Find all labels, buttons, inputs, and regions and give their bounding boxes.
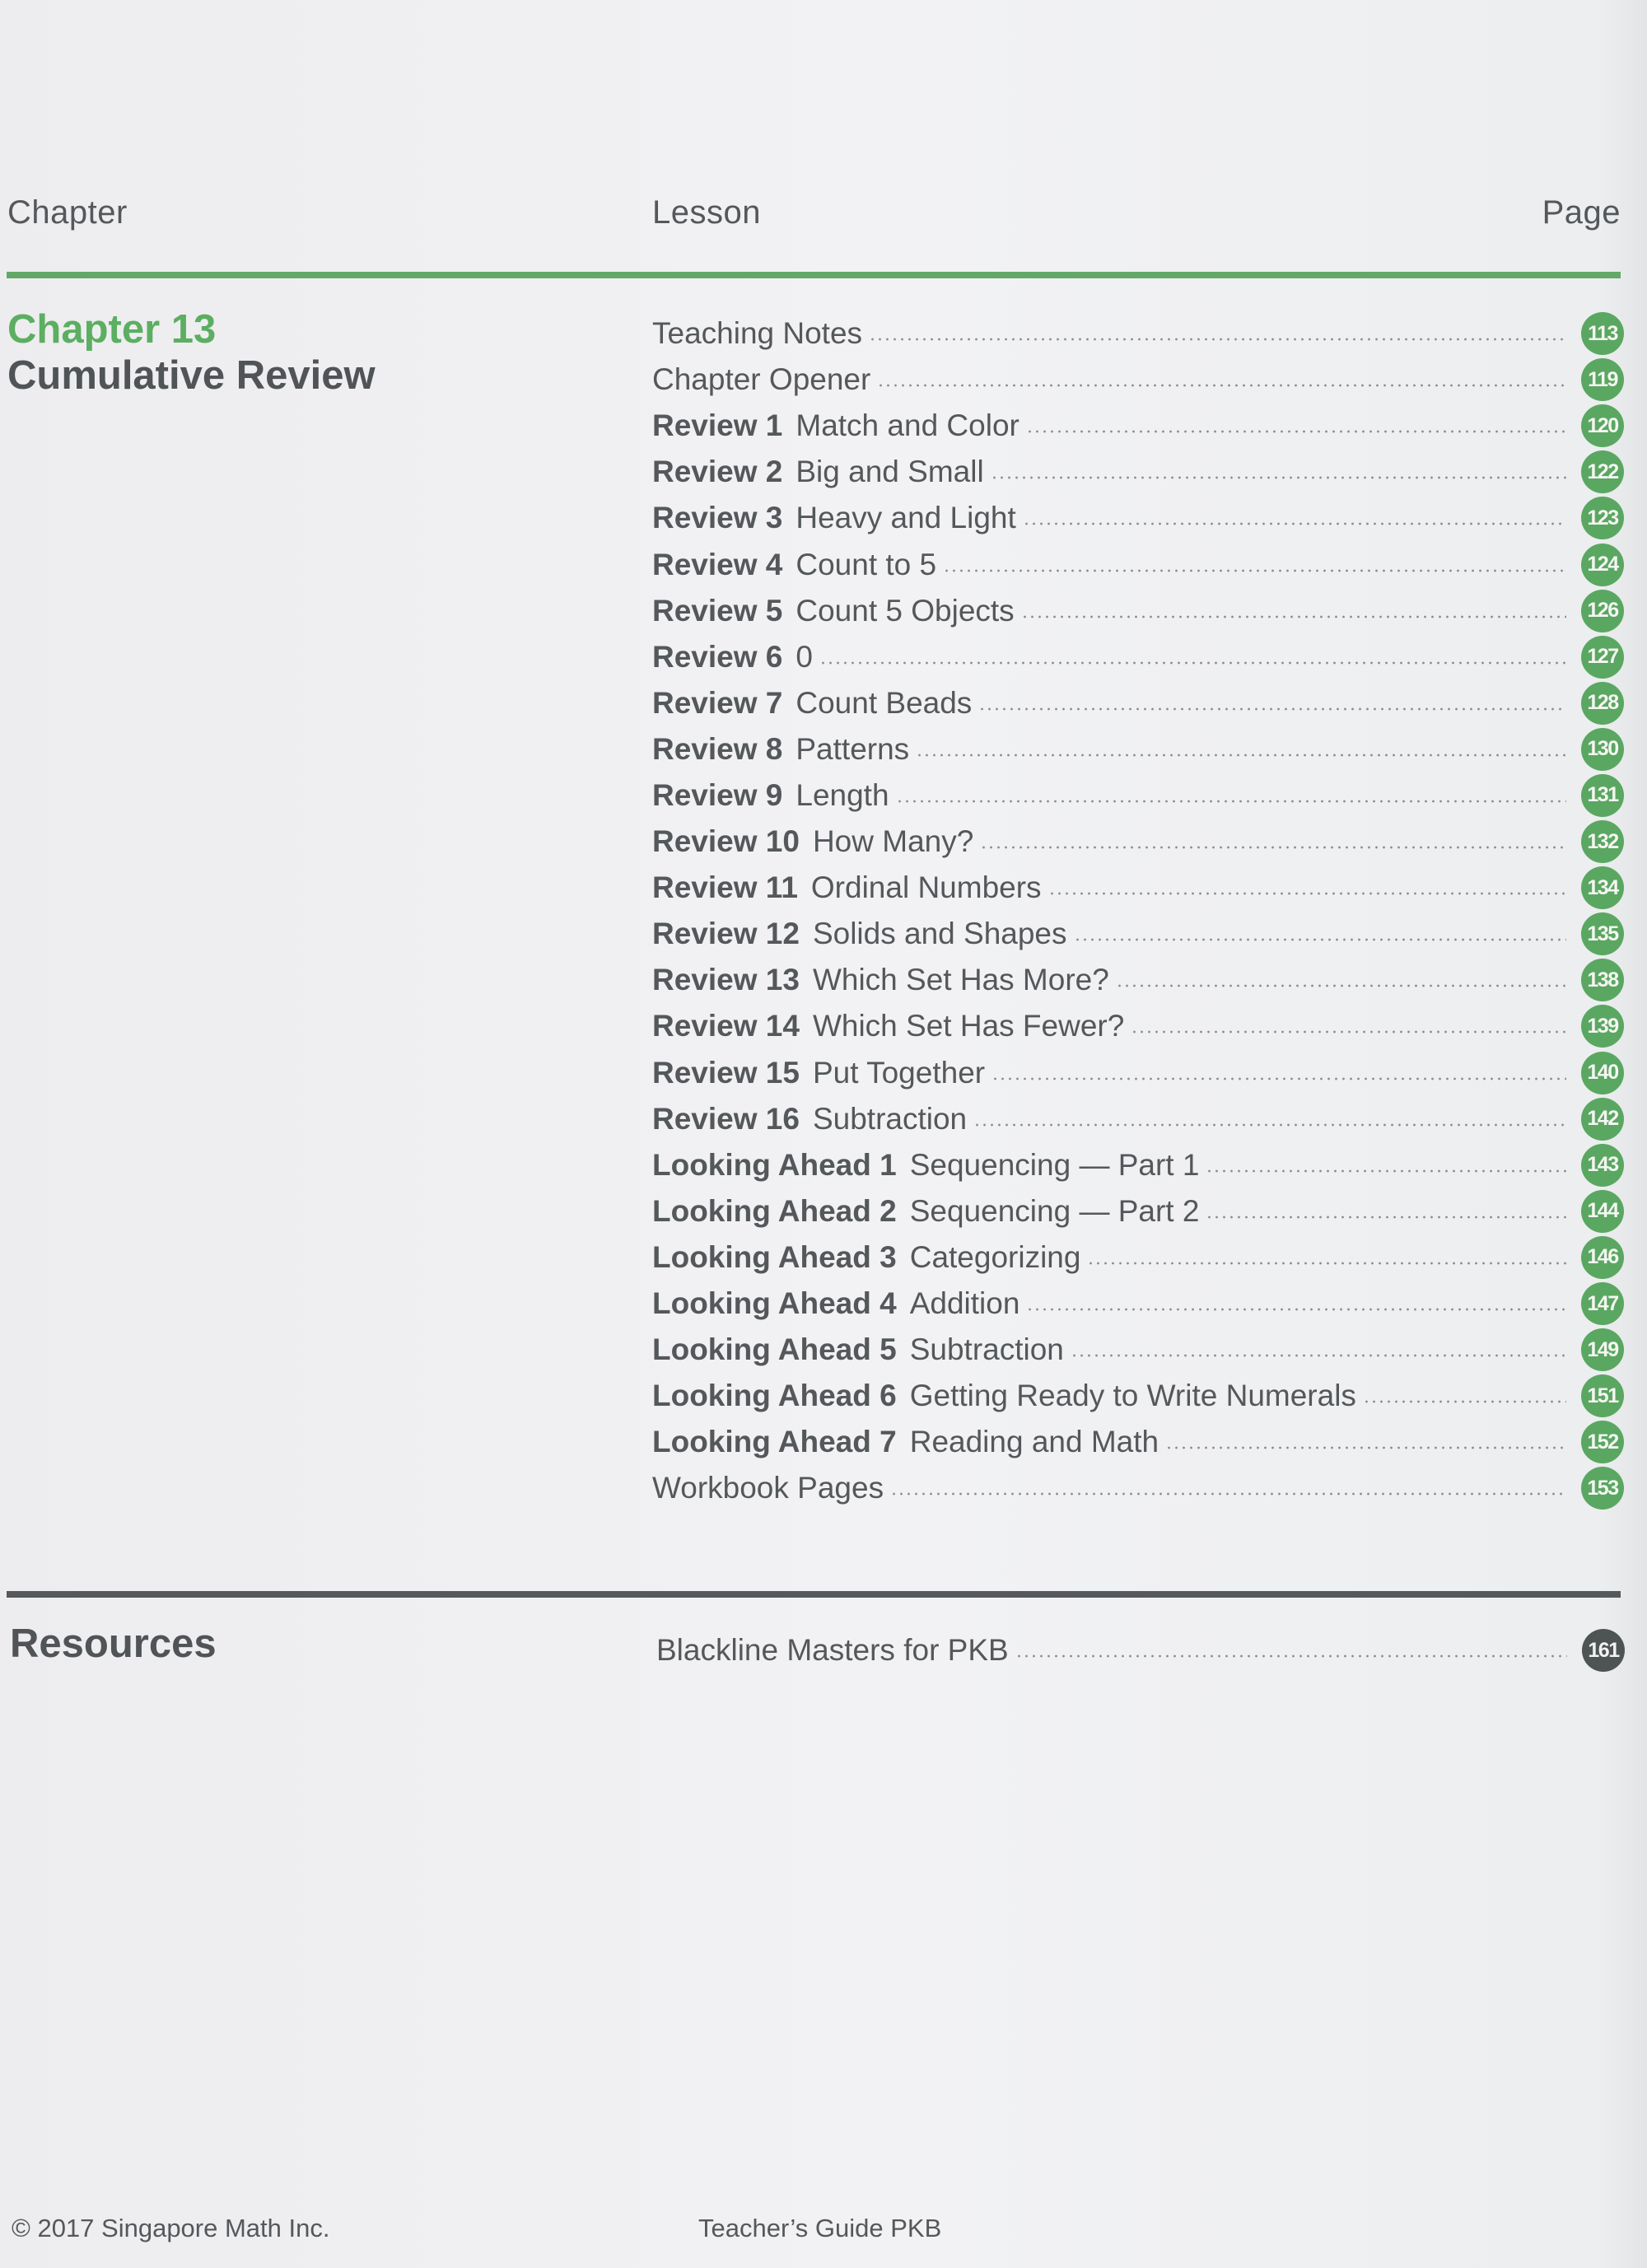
lesson-label: Review 13 bbox=[652, 963, 800, 997]
dot-leader bbox=[896, 800, 1566, 803]
lesson-label: Looking Ahead 5 bbox=[652, 1332, 897, 1367]
lesson-title: Solids and Shapes bbox=[812, 917, 1067, 951]
lesson-title: Blackline Masters for PKB bbox=[656, 1633, 1009, 1668]
toc-entry[interactable] bbox=[652, 403, 1624, 449]
chapter-heading bbox=[7, 306, 376, 399]
dot-leader bbox=[1074, 938, 1566, 941]
lesson-title: Reading and Math bbox=[909, 1425, 1159, 1459]
toc-entry[interactable] bbox=[652, 357, 1624, 403]
toc-entry[interactable] bbox=[652, 957, 1624, 1003]
toc-entry[interactable] bbox=[652, 1281, 1624, 1327]
toc-entry[interactable] bbox=[652, 495, 1624, 541]
dot-leader bbox=[943, 569, 1566, 572]
page-number-badge: 124 bbox=[1581, 544, 1624, 586]
dot-leader bbox=[991, 476, 1566, 479]
lesson-title: Categorizing bbox=[909, 1239, 1081, 1274]
page-number-badge: 122 bbox=[1581, 450, 1624, 493]
page-number-badge: 147 bbox=[1581, 1282, 1624, 1325]
toc-entry[interactable] bbox=[652, 726, 1624, 772]
lesson-label: Review 2 bbox=[652, 455, 783, 489]
lesson-title: Which Set Has More? bbox=[812, 963, 1109, 997]
lesson-list bbox=[652, 310, 1624, 1511]
lesson-label: Review 16 bbox=[652, 1101, 800, 1136]
lesson-title: Heavy and Light bbox=[796, 501, 1016, 535]
page-number-badge: 146 bbox=[1581, 1236, 1624, 1279]
toc-entry[interactable] bbox=[652, 541, 1624, 587]
toc-entry[interactable] bbox=[652, 1188, 1624, 1234]
page-number-badge: 149 bbox=[1581, 1328, 1624, 1371]
toc-entry[interactable] bbox=[652, 1142, 1624, 1188]
toc-entry[interactable] bbox=[652, 865, 1624, 911]
lesson-title: How Many? bbox=[812, 824, 974, 859]
dot-leader bbox=[869, 338, 1566, 341]
lesson-title: Subtraction bbox=[909, 1332, 1064, 1367]
page-number-badge: 151 bbox=[1581, 1374, 1624, 1417]
lesson-title: Put Together bbox=[812, 1055, 986, 1090]
lesson-label: Looking Ahead 6 bbox=[652, 1379, 897, 1413]
lesson-label: Looking Ahead 1 bbox=[652, 1147, 897, 1182]
toc-entry[interactable] bbox=[652, 634, 1624, 680]
lesson-label: Review 12 bbox=[652, 917, 800, 951]
toc-entry[interactable] bbox=[652, 1419, 1624, 1465]
toc-entry[interactable] bbox=[652, 1327, 1624, 1373]
dot-leader bbox=[819, 661, 1566, 665]
toc-entry[interactable] bbox=[652, 1096, 1624, 1142]
lesson-label: Review 4 bbox=[652, 547, 783, 581]
page-number-badge: 119 bbox=[1581, 358, 1624, 401]
dot-leader bbox=[1026, 1308, 1566, 1311]
lesson-label: Review 11 bbox=[652, 870, 798, 905]
lesson-title: Sequencing — Part 2 bbox=[909, 1193, 1200, 1228]
dot-leader bbox=[978, 707, 1566, 711]
lesson-label: Review 1 bbox=[652, 408, 783, 443]
page-number-badge: 142 bbox=[1581, 1098, 1624, 1141]
toc-entry[interactable] bbox=[652, 310, 1624, 357]
dot-leader bbox=[1087, 1262, 1566, 1265]
lesson-title: Teaching Notes bbox=[652, 316, 863, 351]
dot-leader bbox=[980, 846, 1566, 849]
lesson-title: Subtraction bbox=[812, 1101, 968, 1136]
lesson-title: Length bbox=[796, 777, 889, 812]
lesson-label: Review 15 bbox=[652, 1055, 800, 1090]
lesson-title: 0 bbox=[796, 639, 813, 674]
toc-entry[interactable] bbox=[652, 1003, 1624, 1049]
dot-leader bbox=[1206, 1216, 1566, 1219]
dot-leader bbox=[1131, 1030, 1566, 1034]
resources-divider bbox=[7, 1591, 1621, 1598]
dot-leader bbox=[877, 384, 1566, 387]
lesson-title: Chapter Opener bbox=[652, 362, 871, 397]
lesson-title: Ordinal Numbers bbox=[810, 870, 1042, 905]
chapter-title: Cumulative Review bbox=[7, 353, 376, 398]
lesson-title: Big and Small bbox=[796, 455, 984, 489]
toc-entry[interactable] bbox=[652, 588, 1624, 634]
lesson-title: Count Beads bbox=[796, 685, 973, 720]
lesson-label: Looking Ahead 2 bbox=[652, 1193, 897, 1228]
dot-leader bbox=[890, 1492, 1566, 1496]
dot-leader bbox=[1015, 1654, 1567, 1658]
lesson-label: Review 3 bbox=[652, 501, 783, 535]
page-number-badge: 153 bbox=[1581, 1467, 1624, 1510]
page-number-badge: 139 bbox=[1581, 1005, 1624, 1048]
toc-entry[interactable] bbox=[652, 680, 1624, 726]
chapter-number: Chapter 13 bbox=[7, 307, 217, 352]
page-number-badge: 113 bbox=[1581, 312, 1624, 355]
dot-leader bbox=[916, 754, 1566, 757]
column-header-lesson: Lesson bbox=[652, 194, 761, 231]
lesson-label: Review 10 bbox=[652, 824, 800, 859]
toc-entry[interactable] bbox=[652, 1234, 1624, 1281]
page-number-badge: 152 bbox=[1581, 1421, 1624, 1463]
toc-entry[interactable] bbox=[652, 1373, 1624, 1419]
lesson-title: Workbook Pages bbox=[652, 1471, 884, 1505]
page-number-badge: 140 bbox=[1581, 1052, 1624, 1094]
page-number-badge: 161 bbox=[1582, 1629, 1625, 1672]
lesson-label: Review 9 bbox=[652, 777, 783, 812]
page-number-badge: 135 bbox=[1581, 912, 1624, 955]
dot-leader bbox=[1165, 1446, 1566, 1449]
column-header-chapter: Chapter bbox=[7, 194, 128, 231]
lesson-label: Review 6 bbox=[652, 639, 783, 674]
page-number-badge: 134 bbox=[1581, 866, 1624, 909]
page-number-badge: 144 bbox=[1581, 1190, 1624, 1233]
lesson-label: Looking Ahead 3 bbox=[652, 1239, 897, 1274]
dot-leader bbox=[1021, 615, 1566, 618]
dot-leader bbox=[1363, 1400, 1566, 1403]
dot-leader bbox=[991, 1077, 1566, 1080]
dot-leader bbox=[1023, 522, 1566, 525]
lesson-label: Review 14 bbox=[652, 1009, 800, 1043]
toc-entry[interactable] bbox=[652, 819, 1624, 865]
lesson-title: Getting Ready to Write Numerals bbox=[909, 1379, 1356, 1413]
toc-entry[interactable] bbox=[652, 1465, 1624, 1511]
page-number-badge: 120 bbox=[1581, 404, 1624, 447]
lesson-label: Review 5 bbox=[652, 593, 783, 628]
chapter-divider-green bbox=[7, 272, 1621, 278]
toc-entry[interactable] bbox=[652, 911, 1624, 957]
toc-entry[interactable] bbox=[652, 772, 1624, 819]
toc-entry[interactable] bbox=[652, 449, 1624, 495]
resources-list bbox=[656, 1627, 1625, 1673]
lesson-title: Match and Color bbox=[796, 408, 1019, 443]
page-number-badge: 128 bbox=[1581, 682, 1624, 725]
page-number-badge: 138 bbox=[1581, 959, 1624, 1001]
lesson-title: Which Set Has Fewer? bbox=[812, 1009, 1125, 1043]
page-number-badge: 143 bbox=[1581, 1144, 1624, 1187]
page-number-badge: 130 bbox=[1581, 728, 1624, 771]
page-number-badge: 131 bbox=[1581, 774, 1624, 817]
toc-entry[interactable] bbox=[656, 1627, 1625, 1673]
resources-heading: Resources bbox=[10, 1622, 217, 1666]
lesson-label: Review 7 bbox=[652, 685, 783, 720]
page-number-badge: 127 bbox=[1581, 636, 1624, 679]
lesson-label: Looking Ahead 4 bbox=[652, 1286, 897, 1321]
lesson-title: Addition bbox=[909, 1286, 1020, 1321]
lesson-title: Patterns bbox=[796, 731, 910, 766]
lesson-title: Count to 5 bbox=[796, 547, 937, 581]
footer-copyright: © 2017 Singapore Math Inc. bbox=[12, 2214, 330, 2242]
dot-leader bbox=[1116, 984, 1566, 987]
page-number-badge: 132 bbox=[1581, 820, 1624, 863]
dot-leader bbox=[1026, 430, 1566, 433]
page-number-badge: 123 bbox=[1581, 497, 1624, 539]
dot-leader bbox=[1206, 1169, 1566, 1173]
toc-entry[interactable] bbox=[652, 1050, 1624, 1096]
footer-book-title: Teacher’s Guide PKB bbox=[698, 2214, 942, 2242]
dot-leader bbox=[1048, 892, 1566, 895]
lesson-title: Count 5 Objects bbox=[796, 593, 1015, 628]
column-header-page: Page bbox=[1542, 194, 1621, 231]
column-header-row bbox=[0, 194, 1647, 244]
dot-leader bbox=[973, 1123, 1566, 1127]
dot-leader bbox=[1071, 1354, 1566, 1357]
lesson-label: Looking Ahead 7 bbox=[652, 1425, 897, 1459]
lesson-label: Review 8 bbox=[652, 731, 783, 766]
page-number-badge: 126 bbox=[1581, 590, 1624, 632]
lesson-title: Sequencing — Part 1 bbox=[909, 1147, 1200, 1182]
